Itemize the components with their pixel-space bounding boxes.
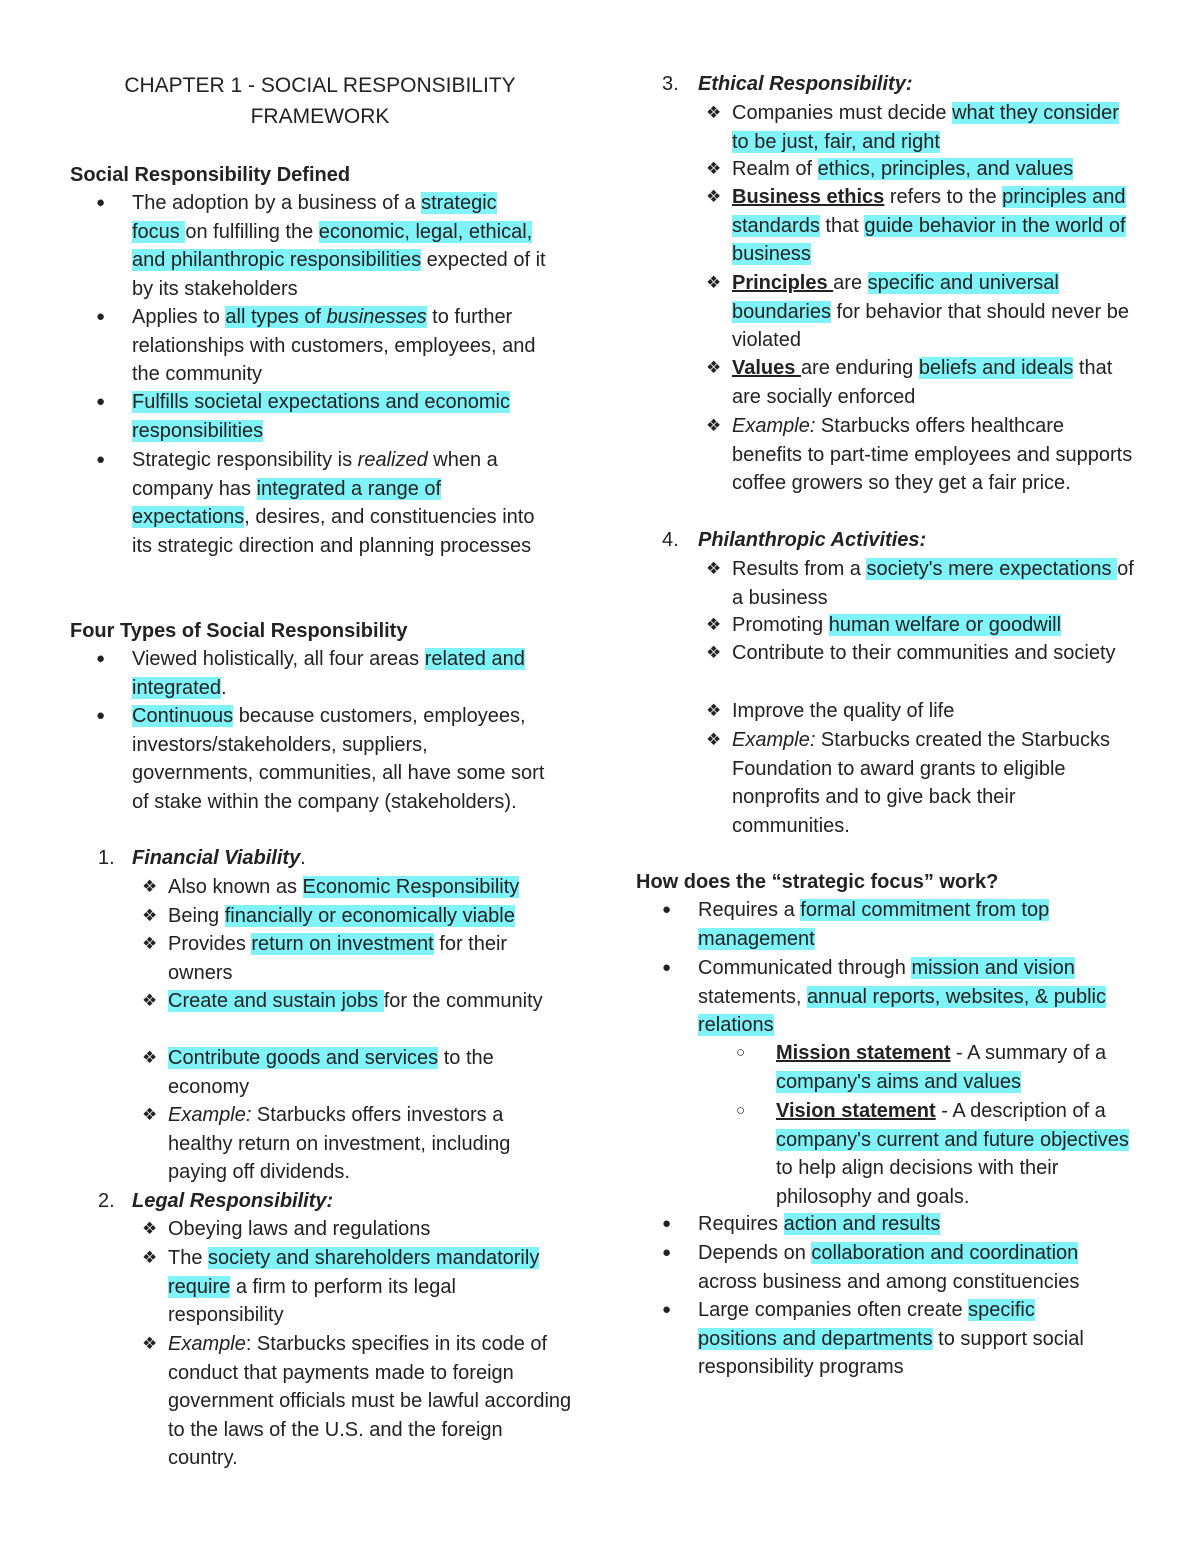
list-item: ● Requires a formal commitment from top management <box>636 896 1116 953</box>
diamond-bullet-icon: ❖ <box>706 159 722 178</box>
diamond-bullet-icon: ❖ <box>142 1048 158 1067</box>
bullet-marker: ● <box>662 959 672 976</box>
diamond-bullet-icon: ❖ <box>706 701 722 720</box>
list-item: ● Depends on collaboration and coordination across business and among constituencies <box>636 1239 1116 1296</box>
list-item: ● Large companies often create specific positions and departments to support social responsibility programs <box>636 1296 1116 1382</box>
list-item: ❖ Business ethics refers to the principles and standards that guide behavior in the world of business <box>706 183 1136 269</box>
list-item <box>70 189 550 303</box>
section-heading-defined: Social Responsibility Defined <box>70 164 351 186</box>
list-item <box>70 446 550 560</box>
list-item: ❖ Example: Starbucks specifies in its code of conduct that payments made to foreign government officials must be lawful according to the laws of the U.S. and the foreign country. <box>142 1330 572 1473</box>
bullet-marker: ● <box>96 194 106 211</box>
bullet-marker: ● <box>96 308 106 325</box>
list-item-text: Viewed holistically, all four areas related and integrated. <box>132 648 525 699</box>
list-item: ● Requires action and results <box>636 1210 1116 1239</box>
list-item: ❖ Promoting human welfare or goodwill <box>706 611 1136 640</box>
list-item: ❖ Companies must decide what they consider to be just, fair, and right <box>706 99 1136 156</box>
list-item: ❖ Contribute goods and services to the economy <box>142 1044 572 1101</box>
diamond-bullet-icon: ❖ <box>142 877 158 896</box>
diamond-bullet-icon: ❖ <box>706 643 722 662</box>
list-item: ❖ Contribute to their communities and society <box>706 639 1136 668</box>
diamond-bullet-icon: ❖ <box>142 1105 158 1124</box>
bullet-marker: ● <box>96 650 106 667</box>
diamond-bullet-icon: ❖ <box>142 1248 158 1267</box>
diamond-bullet-icon: ❖ <box>142 906 158 925</box>
list-item: ❖ Provides return on investment for their owners <box>142 930 572 987</box>
list-item <box>70 645 550 702</box>
section-heading-strategic-focus: How does the “strategic focus” work? <box>636 871 999 893</box>
list-item: ● Communicated through mission and vision statements, annual reports, websites, & public relations <box>636 954 1116 1040</box>
bullet-marker: ● <box>662 901 672 918</box>
diamond-bullet-icon: ❖ <box>142 934 158 953</box>
circle-bullet-icon: ○ <box>736 1102 746 1119</box>
numbered-heading-legal: 2. Legal Responsibility: <box>98 1190 334 1212</box>
list-item: ❖ Example: Starbucks offers healthcare benefits to part-time employees and supports coffee growers so they get a fair price. <box>706 412 1136 498</box>
diamond-bullet-icon: ❖ <box>706 273 722 292</box>
bullet-marker: ● <box>96 707 106 724</box>
diamond-bullet-icon: ❖ <box>142 1334 158 1353</box>
circle-bullet-icon: ○ <box>736 1044 746 1061</box>
list-item: ❖ Realm of ethics, principles, and values <box>706 155 1136 184</box>
list-item: ❖ Example: Starbucks offers investors a healthy return on investment, including paying off dividends. <box>142 1101 572 1187</box>
diamond-bullet-icon: ❖ <box>706 358 722 377</box>
diamond-bullet-icon: ❖ <box>706 187 722 206</box>
bullet-marker: ● <box>96 393 106 410</box>
section-heading-four-types: Four Types of Social Responsibility <box>70 620 408 642</box>
diamond-bullet-icon: ❖ <box>142 1219 158 1238</box>
list-item-text: The adoption by a business of a strategic focus on fulfilling the economic, legal, ethical, and philanthropic responsibilities expected of it by its stakeholders <box>132 192 546 300</box>
list-item <box>70 303 550 389</box>
list-item-text: Fulfills societal expectations and economic responsibilities <box>132 391 510 442</box>
list-item-text: Strategic responsibility is realized when a company has integrated a range of expectations, desires, and constituencies into its strategic direction and planning processes <box>132 449 535 557</box>
list-item-text: Applies to all types of businesses to further relationships with customers, employees, and the community <box>132 306 536 386</box>
diamond-bullet-icon: ❖ <box>706 615 722 634</box>
list-item: ❖ Example: Starbucks created the Starbucks Foundation to award grants to eligible nonprofits and to give back their communities. <box>706 726 1136 840</box>
list-item: ❖ Being financially or economically viable <box>142 902 572 931</box>
list-item: ❖ Also known as Economic Responsibility <box>142 873 572 902</box>
list-item: ❖ Principles are specific and universal boundaries for behavior that should never be violated <box>706 269 1136 355</box>
bullet-marker: ● <box>662 1215 672 1232</box>
list-item: ❖ Values are enduring beliefs and ideals that are socially enforced <box>706 354 1136 411</box>
diamond-bullet-icon: ❖ <box>706 416 722 435</box>
list-item: ○ Vision statement - A description of a company's current and future objectives to help align decisions with their philosophy and goals. <box>736 1097 1136 1211</box>
bullet-marker: ● <box>662 1244 672 1261</box>
list-item: ❖ Create and sustain jobs for the community <box>142 987 572 1016</box>
list-item: ❖ Improve the quality of life <box>706 697 1136 726</box>
diamond-bullet-icon: ❖ <box>142 991 158 1010</box>
list-item: ❖ Obeying laws and regulations <box>142 1215 572 1244</box>
diamond-bullet-icon: ❖ <box>706 103 722 122</box>
list-item <box>70 702 550 816</box>
page-title: CHAPTER 1 - SOCIAL RESPONSIBILITY FRAMEWORK <box>124 74 516 128</box>
list-item: ❖ The society and shareholders mandatorily require a firm to perform its legal responsibility <box>142 1244 572 1330</box>
numbered-heading-philanthropic: 4. Philanthropic Activities: <box>662 529 927 551</box>
list-item <box>70 388 550 445</box>
numbered-heading-ethical: 3. Ethical Responsibility: <box>662 73 913 95</box>
list-item: ❖ Results from a society's mere expectations of a business <box>706 555 1136 612</box>
bullet-marker: ● <box>96 451 106 468</box>
numbered-heading-financial: 1. Financial Viability. <box>98 847 306 869</box>
diamond-bullet-icon: ❖ <box>706 559 722 578</box>
list-item-text: Continuous because customers, employees, investors/stakeholders, suppliers, governments, communities, all have some sort of stake within the company (stakeholders). <box>132 705 545 813</box>
diamond-bullet-icon: ❖ <box>706 730 722 749</box>
list-item: ○ Mission statement - A summary of a company's aims and values <box>736 1039 1136 1096</box>
bullet-marker: ● <box>662 1301 672 1318</box>
